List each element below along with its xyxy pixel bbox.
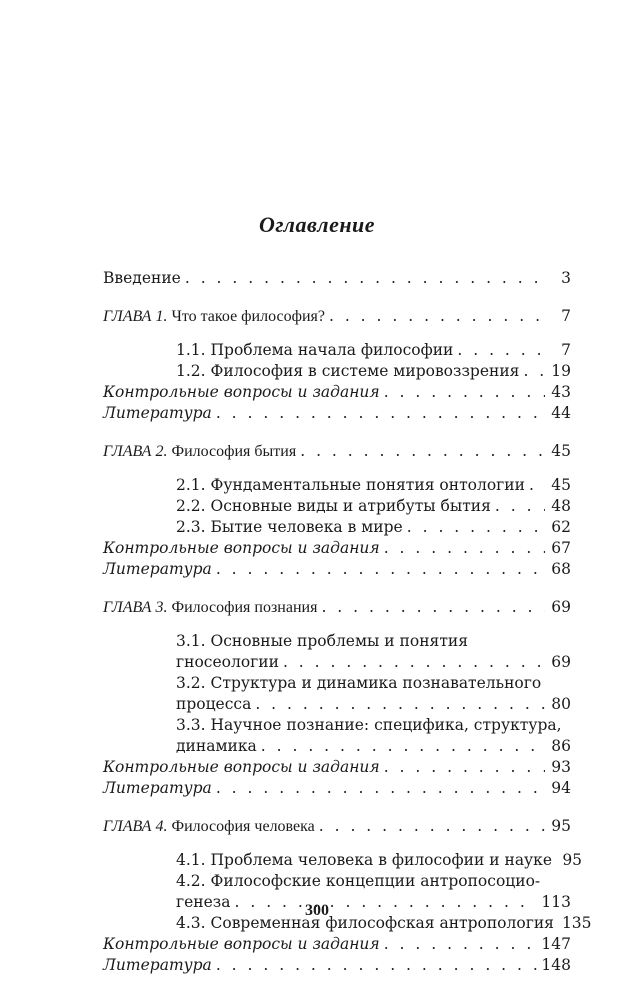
page-number: 68 bbox=[551, 560, 571, 578]
toc-entry-intro[interactable] bbox=[103, 268, 571, 289]
page-number: 67 bbox=[551, 539, 571, 557]
page-number: 7 bbox=[561, 341, 571, 359]
chapter-label bbox=[103, 306, 325, 327]
dot-leader bbox=[216, 403, 545, 424]
toc-section-3-2[interactable] bbox=[103, 673, 571, 715]
dot-leader bbox=[255, 694, 545, 715]
page-number: 95 bbox=[562, 851, 583, 869]
section-label-line-1: 3.3. Научное познание: специфика, структура, bbox=[176, 716, 562, 734]
page-number: 3 bbox=[561, 269, 571, 287]
chapter-label bbox=[103, 597, 317, 618]
page-number: 86 bbox=[551, 737, 571, 755]
dot-leader bbox=[457, 340, 545, 361]
entry-label: Введение bbox=[103, 269, 181, 287]
dot-leader bbox=[384, 757, 545, 778]
page-number: 69 bbox=[551, 598, 571, 616]
page-number: 48 bbox=[551, 497, 571, 515]
dot-leader bbox=[529, 475, 545, 496]
toc-section-2-2[interactable] bbox=[103, 496, 571, 517]
page-number: 94 bbox=[551, 779, 571, 797]
toc-section-1-2[interactable] bbox=[103, 361, 571, 382]
page-number: 43 bbox=[551, 383, 571, 401]
section-label: 2.3. Бытие человека в мире bbox=[176, 518, 403, 536]
dot-leader bbox=[185, 268, 545, 289]
section-label-line-2: процесса bbox=[176, 695, 252, 713]
chapter-title: Философия познания bbox=[171, 599, 318, 616]
questions-label: Контрольные вопросы и задания bbox=[103, 383, 380, 401]
page-number: 69 bbox=[551, 653, 571, 671]
toc-literature-4[interactable] bbox=[103, 955, 571, 976]
chapter-label bbox=[103, 441, 296, 462]
section-label-line-1: 3.2. Структура и динамика познавательного bbox=[176, 674, 542, 692]
literature-label: Литература bbox=[103, 956, 212, 974]
dot-leader bbox=[216, 559, 545, 580]
literature-label: Литература bbox=[103, 404, 212, 422]
toc-literature-1[interactable] bbox=[103, 403, 571, 424]
section-label: 2.2. Основные виды и атрибуты бытия bbox=[176, 497, 491, 515]
page-number: 44 bbox=[551, 404, 571, 422]
toc-section-2-1[interactable] bbox=[103, 475, 571, 496]
section-label-line-1: 3.1. Основные проблемы и понятия bbox=[176, 632, 469, 650]
page-number: 19 bbox=[551, 362, 571, 380]
dot-leader bbox=[261, 736, 545, 757]
page-number: 148 bbox=[541, 956, 571, 974]
chapter-number: ГЛАВА 1. bbox=[103, 308, 168, 325]
toc-section-2-3[interactable] bbox=[103, 517, 571, 538]
page-number: 62 bbox=[551, 518, 571, 536]
page-number: 45 bbox=[551, 442, 571, 460]
questions-label: Контрольные вопросы и задания bbox=[103, 539, 380, 557]
literature-label: Литература bbox=[103, 560, 212, 578]
section-label-line-2: гносеологии bbox=[176, 653, 279, 671]
chapter-number: ГЛАВА 4. bbox=[103, 818, 168, 835]
dot-leader bbox=[329, 306, 545, 327]
page-number: 45 bbox=[551, 476, 571, 494]
section-label-line-2: генеза bbox=[176, 893, 231, 911]
toc-chapter-4[interactable] bbox=[103, 816, 571, 837]
toc-section-1-1[interactable] bbox=[103, 340, 571, 361]
page-number: 113 bbox=[541, 893, 571, 911]
toc-section-3-1[interactable] bbox=[103, 631, 571, 673]
section-label: 1.2. Философия в системе мировоззрения bbox=[176, 362, 520, 380]
dot-leader bbox=[384, 934, 538, 955]
toc-questions-1[interactable] bbox=[103, 382, 571, 403]
chapter-title: Что такое философия? bbox=[171, 308, 325, 325]
toc-chapter-1[interactable] bbox=[103, 306, 571, 327]
questions-label: Контрольные вопросы и задания bbox=[103, 935, 380, 953]
page-number: 147 bbox=[541, 935, 571, 953]
dot-leader bbox=[283, 652, 545, 673]
page-folio-number: 300 bbox=[305, 902, 329, 919]
toc-literature-3[interactable] bbox=[103, 778, 571, 799]
page-number: 93 bbox=[551, 758, 571, 776]
toc-chapter-3[interactable] bbox=[103, 597, 571, 618]
table-of-contents bbox=[103, 268, 592, 976]
toc-questions-3[interactable] bbox=[103, 757, 571, 778]
section-label-line-1: 4.2. Философские концепции антропосоцио- bbox=[176, 872, 541, 890]
chapter-number: ГЛАВА 3. bbox=[103, 599, 168, 616]
dot-leader bbox=[321, 597, 545, 618]
dot-leader bbox=[407, 517, 545, 538]
section-label: 4.1. Проблема человека в философии и науке bbox=[176, 851, 553, 869]
dot-leader bbox=[300, 441, 545, 462]
questions-label: Контрольные вопросы и задания bbox=[103, 758, 380, 776]
toc-section-4-1[interactable] bbox=[103, 850, 583, 871]
toc-questions-2[interactable] bbox=[103, 538, 571, 559]
literature-label: Литература bbox=[103, 779, 212, 797]
page-number: 95 bbox=[551, 817, 571, 835]
dot-leader bbox=[216, 955, 538, 976]
page-title: Оглавление bbox=[258, 212, 376, 237]
dot-leader bbox=[384, 382, 545, 403]
chapter-title: Философия человека bbox=[171, 818, 315, 835]
dot-leader bbox=[523, 361, 545, 382]
page-number: 80 bbox=[551, 695, 571, 713]
chapter-title: Философия бытия bbox=[171, 443, 297, 460]
section-label: 2.1. Фундаментальные понятия онтологии bbox=[176, 476, 525, 494]
toc-chapter-2[interactable] bbox=[103, 441, 571, 462]
chapter-label bbox=[103, 816, 315, 837]
toc-questions-4[interactable] bbox=[103, 934, 571, 955]
toc-literature-2[interactable] bbox=[103, 559, 571, 580]
dot-leader bbox=[495, 496, 545, 517]
section-label-line-2: динамика bbox=[176, 737, 257, 755]
section-label: 1.1. Проблема начала философии bbox=[176, 341, 454, 359]
chapter-number: ГЛАВА 2. bbox=[103, 443, 168, 460]
dot-leader bbox=[384, 538, 545, 559]
page-number: 7 bbox=[561, 307, 571, 325]
section-label: 4.3. Современная философская антропология bbox=[176, 914, 554, 932]
dot-leader bbox=[319, 816, 545, 837]
page-number: 135 bbox=[561, 914, 592, 932]
toc-section-3-3[interactable] bbox=[103, 715, 571, 757]
dot-leader bbox=[216, 778, 545, 799]
